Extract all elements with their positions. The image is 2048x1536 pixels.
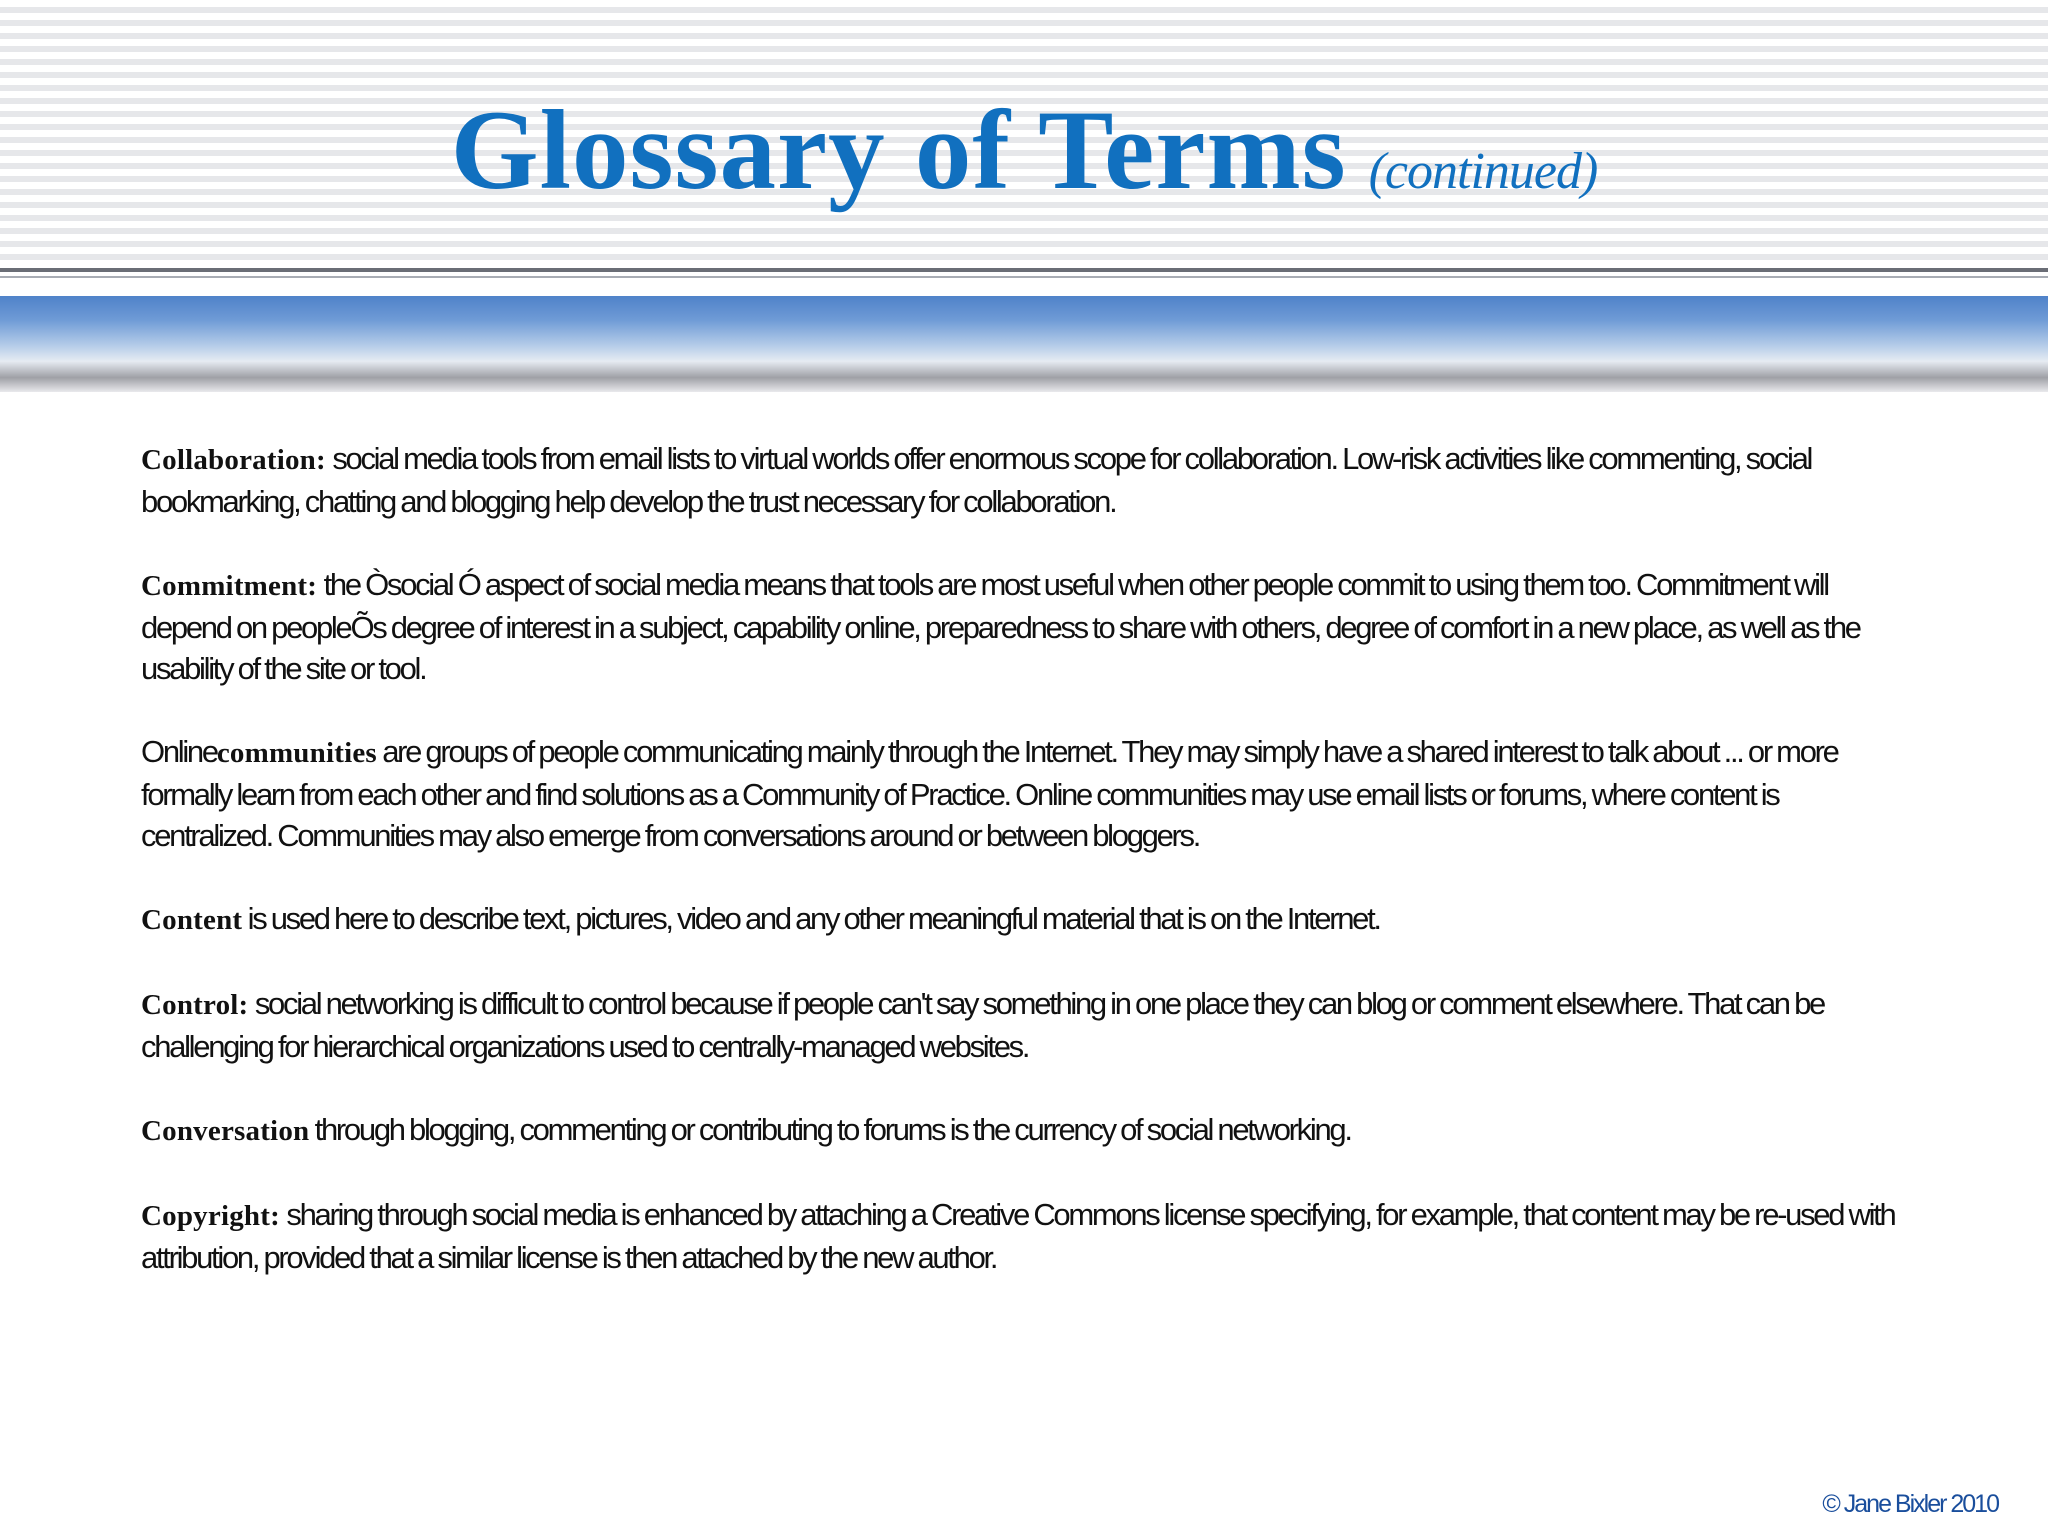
- definition-copyright: sharing through social media is enhanced by attaching a Creative Commons license specifying, for example, that content may be re-used with attribution, provided that a similar license is then attached by the new author.: [141, 1197, 1895, 1275]
- glossary-entry-content: [141, 898, 1901, 941]
- glossary-entry-conversation: [141, 1109, 1901, 1152]
- term-conversation: Conversation: [141, 1115, 310, 1147]
- copyright-footer: © Jane Bixler 2010: [1822, 1490, 1998, 1518]
- definition-control: social networking is difficult to control because if people can't say something in one place they can blog or comment elsewhere. That can be challenging for hierarchical organizations used to centrally-managed websites.: [141, 986, 1824, 1064]
- definition-content: is used here to describe text, pictures, video and any other meaningful material that is on the Internet.: [242, 901, 1380, 936]
- definition-commitment: the Òsocial Ó aspect of social media means that tools are most useful when other people commit to using them too. Commitment will depend on peopleÕs degree of interest in a subject, capability online, preparedness to share with others, degree of comfort in a new place, as well as the usability of the site or tool.: [141, 567, 1860, 686]
- page-title: [0, 86, 2048, 216]
- blue-gradient-bar: [0, 296, 2048, 392]
- glossary-entry-control: [141, 983, 1901, 1067]
- title-main: Glossary of Terms: [450, 88, 1347, 213]
- glossary-entry-commitment: [141, 564, 1901, 689]
- header-rule: [0, 268, 2048, 272]
- term-separator: :: [238, 989, 255, 1021]
- term-communities: communities: [216, 737, 377, 769]
- term-separator: :: [270, 1200, 287, 1232]
- glossary-entry-collaboration: [141, 438, 1901, 522]
- glossary-entry-copyright: [141, 1194, 1901, 1278]
- definition-collaboration: social media tools from email lists to virtual worlds offer enormous scope for collaboration. Low-risk activities like commenting, social bookmarking, chatting and blogging help develop the trust necessary for collaboration.: [141, 441, 1812, 519]
- term-control: Control: [141, 989, 239, 1021]
- term-separator: :: [307, 570, 324, 602]
- term-separator: :: [316, 444, 333, 476]
- term-content: Content: [141, 904, 243, 936]
- title-subtitle: (continued): [1368, 143, 1598, 200]
- term-prefix-online: Online: [141, 734, 217, 769]
- glossary-list: [141, 438, 1901, 1320]
- definition-online-communities: are groups of people communicating mainly through the Internet. They may simply have a shared interest to talk about ... or more formally learn from each other and find solutions as a Community of Practice. Online communities may use email lists or forums, where content is centralized. Communities may also emerge from conversations around or between bloggers.: [141, 734, 1838, 853]
- header-rule-thin: [0, 276, 2048, 278]
- definition-conversation: through blogging, commenting or contributing to forums is the currency of social networking.: [309, 1112, 1351, 1147]
- term-collaboration: Collaboration: [141, 444, 316, 476]
- term-copyright: Copyright: [141, 1200, 271, 1232]
- glossary-entry-online-communities: [141, 731, 1901, 856]
- term-commitment: Commitment: [141, 570, 308, 602]
